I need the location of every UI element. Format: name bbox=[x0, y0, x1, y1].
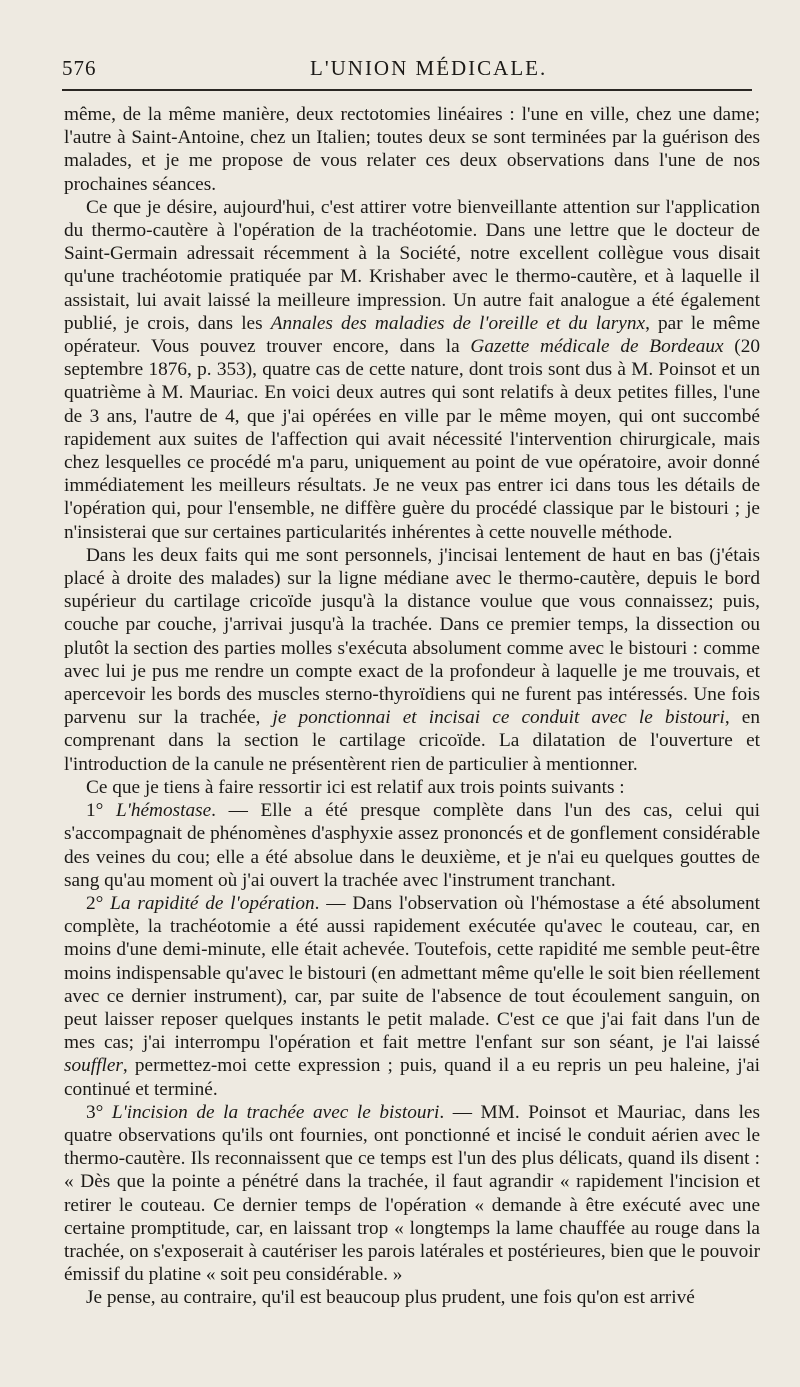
text-run: Ce que je tiens à faire ressortir ici est relatif aux trois points suivants : bbox=[86, 776, 625, 798]
paragraph bbox=[64, 544, 760, 776]
text-run: Je pense, au contraire, qu'il est beaucoup plus prudent, une fois qu'on est arrivé bbox=[86, 1287, 695, 1309]
page-number: 576 bbox=[62, 56, 97, 80]
italic-text: souffler bbox=[64, 1055, 123, 1077]
italic-text: La rapidité de l'opération bbox=[110, 892, 315, 914]
paragraph bbox=[64, 196, 760, 544]
italic-text: je ponctionnai et incisai ce conduit avec le bistouri bbox=[272, 707, 725, 729]
text-run: (20 septembre 1876, p. 353), quatre cas de cette nature, dont trois sont dus à M. Poinsot et un quatrième à M. Mauriac. En voici deux autres qui sont relatifs à deux petites filles, l'une de 3 ans, l'autre de 4, que j'ai opérées en ville par le même moyen, qui ont succombé rapidement aux suites de l'affection qui avait nécessité l'intervention chirurgicale, mais chez lesquelles ce procédé m'a paru, uniquement au point de vue opératoire, avoir donné immédiatement les meilleurs résultats. Je ne veux pas entrer ici dans tous les détails de l'opération qui, pour l'ensemble, ne diffère guère du procédé classique par le bistouri ; je n'insisterai que sur certaines particularités inhérentes à cette nouvelle méthode. bbox=[64, 336, 760, 543]
body-text bbox=[64, 103, 760, 1310]
paragraph bbox=[64, 799, 760, 892]
text-run: , en comprenant dans la section le cartilage cricoïde. La dilatation de l'ouverture et l'introduction de la canule ne présentèrent rien de particulier à mentionner. bbox=[64, 707, 760, 775]
journal-title: L'UNION MÉDICALE. bbox=[310, 56, 548, 80]
italic-text: L'hémostase bbox=[115, 800, 212, 822]
page-header bbox=[62, 56, 738, 86]
text-run: . — MM. Poinsot et Mauriac, dans les quatre observations qu'ils ont fournies, ont ponctionné et incisé le conduit aérien avec le thermo-cautère. Ils reconnaissent que ce temps est l'un des plus délicats, quand ils disent : « Dès que la pointe a pénétré dans la trachée, il faut agrandir « rapidement l'incision et retirer le couteau. Ce dernier temps de l'opération « demande à être exécuté avec une certaine promptitude, car, en laissant trop « longtemps la lame chauffée au rouge dans la trachée, on s'exposerait à cautériser les parois latérales et postérieures, bien que le pouvoir émissif du platine « soit peu considérable. » bbox=[64, 1101, 760, 1286]
paragraph bbox=[64, 776, 760, 799]
text-run: 3° bbox=[86, 1101, 112, 1123]
text-run: . — Elle a été presque complète dans l'un des cas, celui qui s'accompagnait de phénomènes d'asphyxie assez prononcés et de gonflement considérable des veines du cou; elle a été absolue dans le deuxième, et je n'ai eu quelques gouttes de sang qu'au moment où j'ai ouvert la trachée avec l'instrument tranchant. bbox=[64, 800, 760, 891]
italic-text: Gazette médicale de Bordeaux bbox=[470, 336, 724, 358]
text-run: Ce que je désire, aujourd'hui, c'est attirer votre bienveillante attention sur l'application du thermo-cautère à l'opération de la trachéotomie. Dans une lettre que le docteur de Saint-Germain adressait récemment à la Société, notre excellent collègue vous disait qu'une trachéotomie pratiquée par M. Krishaber avec le thermo-cautère, et à laquelle il assistait, lui avait laissé la meilleure impression. Un autre fait analogue a été également publié, je crois, dans les bbox=[64, 196, 760, 334]
paragraph bbox=[64, 1286, 760, 1309]
header-rule bbox=[62, 89, 752, 91]
text-run: . — Dans l'observation où l'hémostase a été absolument complète, la trachéotomie a été aussi rapidement exécutée qu'avec le couteau, car, en moins d'une demi-minute, elle était achevée. Toutefois, cette rapidité me semble peut-être moins indispensable qu'avec le bistouri (en admettant même qu'elle le soit bien réellement avec ce dernier instrument), car, par suite de l'absence de tout écoulement sanguin, on peut laisser reposer quelques instants le petit malade. C'est ce que j'ai fait dans l'un de mes cas; j'ai interrompu l'opération et fait mettre l'enfant sur son séant, je l'ai laissé bbox=[64, 892, 760, 1054]
italic-text: L'incision de la trachée avec le bistouri bbox=[111, 1101, 440, 1123]
paragraph bbox=[64, 892, 760, 1101]
italic-text: Annales des maladies de l'oreille et du larynx bbox=[270, 312, 646, 334]
paragraph bbox=[64, 1101, 760, 1287]
paragraph bbox=[64, 103, 760, 196]
text-run: Dans les deux faits qui me sont personnels, j'incisai lentement de haut en bas (j'étais placé à droite des malades) sur la ligne médiane avec le thermo-cautère, depuis le bord supérieur du cartilage cricoïde jusqu'à la distance voulue que vous connaissez; puis, couche par couche, j'arrivai jusqu'à la trachée. Dans ce premier temps, la dissection ou plutôt la section des parties molles s'exécuta absolument comme avec le bistouri : comme avec lui je pus me rendre un compte exact de la profondeur à laquelle je me trouvais, et apercevoir les bords des muscles sterno-thyroïdiens qui ne furent pas intéressés. Une fois parvenu sur la trachée, bbox=[64, 544, 760, 729]
text-run: 2° bbox=[86, 892, 111, 914]
text-run: même, de la même manière, deux rectotomies linéaires : l'une en ville, chez une dame; l'autre à Saint-Antoine, chez un Italien; toutes deux se sont terminées par la guérison des malades, et je me propose de vous relater ces deux observations dans l'une de nos prochaines séances. bbox=[64, 104, 760, 195]
text-run: , permettez-moi cette expression ; puis, quand il a eu repris un peu haleine, j'ai continué et terminé. bbox=[64, 1055, 760, 1100]
text-run: 1° bbox=[86, 800, 116, 822]
text-run: , par le même opérateur. Vous pouvez trouver encore, dans la bbox=[64, 312, 760, 358]
